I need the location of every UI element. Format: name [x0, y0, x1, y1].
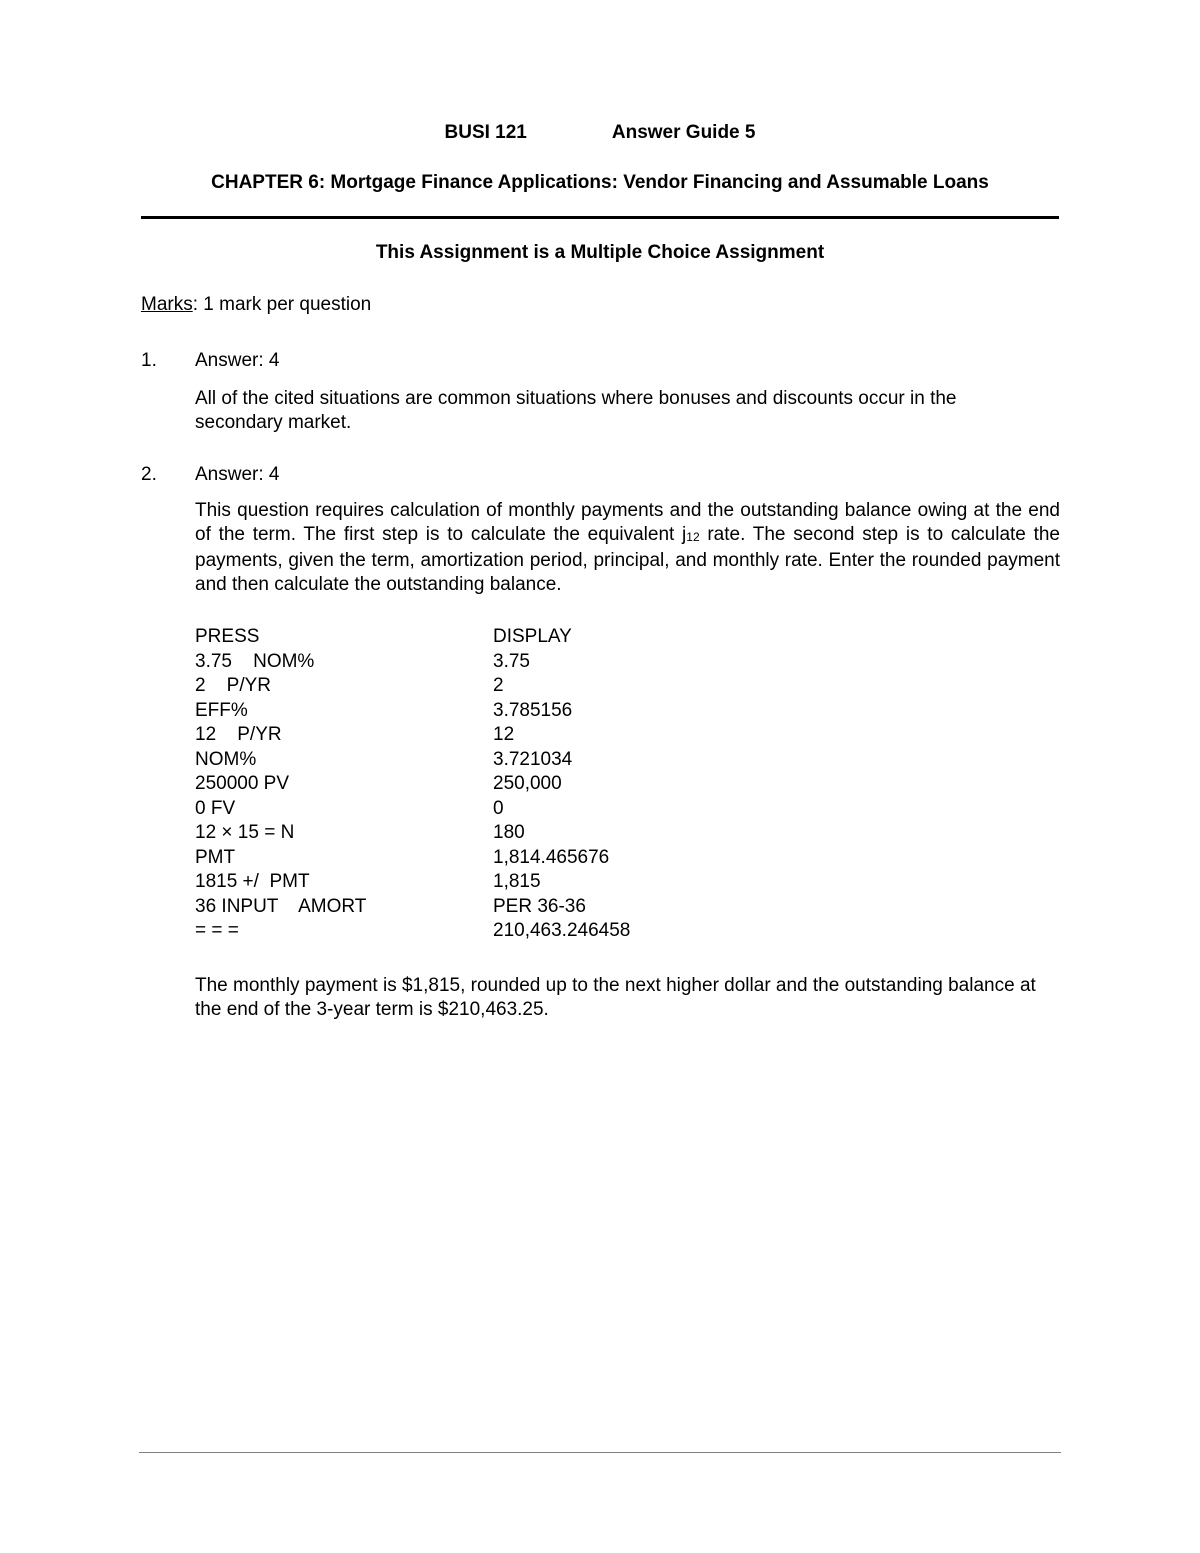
- question-2-number: 2.: [141, 464, 157, 485]
- display-cell: 3.785156: [493, 699, 573, 721]
- calculator-row: [195, 748, 630, 773]
- calculator-row: [195, 723, 630, 748]
- footer-divider: [139, 1452, 1061, 1453]
- display-cell: 12: [493, 724, 515, 745]
- question-2-answer: Answer: 4: [195, 464, 280, 485]
- header-divider: [141, 216, 1059, 219]
- display-cell: 1,814.465676: [493, 846, 610, 868]
- marks-label: Marks: [141, 294, 193, 315]
- question-1-answer: Answer: 4: [195, 350, 280, 371]
- calculator-row: [195, 919, 630, 944]
- calculator-table: [195, 625, 630, 944]
- calculator-row: [195, 772, 630, 797]
- press-cell: 3.75 NOM%: [195, 650, 315, 672]
- display-cell: 0: [493, 797, 504, 819]
- explanation-text-2: rate. The second step is to calculate the payments, given the term, amortization period, principal, and monthly rate. Enter the rounded payment and then calculate the outstanding balance.: [195, 524, 1060, 595]
- press-cell: 12 × 15 = N: [195, 822, 295, 843]
- display-cell: 1,815: [493, 871, 541, 892]
- marks-text: : 1 mark per question: [192, 294, 372, 315]
- calculator-row: [195, 650, 630, 675]
- calculator-row: [195, 895, 630, 920]
- explanation-text-1: This question requires calculation of monthly payments and the outstanding balance owing at the end of the term. The first step is to calculate the equivalent j: [195, 500, 1060, 545]
- question-1-number: 1.: [141, 350, 157, 371]
- guide-title: Answer Guide 5: [611, 122, 756, 143]
- press-cell: NOM%: [195, 748, 257, 770]
- question-1-explanation: All of the cited situations are common situations where bonuses and discounts occur in the secondary market.: [195, 388, 957, 433]
- question-2-explanation: [195, 499, 1060, 597]
- calculator-row: [195, 797, 630, 822]
- display-cell: PER 36-36: [493, 895, 586, 917]
- press-cell: 12 P/YR: [195, 724, 282, 745]
- calculator-header-row: [195, 625, 630, 650]
- display-cell: 3.721034: [493, 748, 573, 770]
- calculator-row: [195, 846, 630, 871]
- press-cell: 2 P/YR: [195, 675, 272, 696]
- display-cell: 2: [493, 675, 504, 696]
- press-cell: 1815 +/ PMT: [195, 871, 310, 892]
- press-cell: 250000 PV: [195, 773, 290, 794]
- marks-line: [141, 293, 371, 317]
- display-cell: 250,000: [493, 773, 562, 794]
- calculator-row: [195, 699, 630, 724]
- question-2-conclusion: The monthly payment is $1,815, rounded up to the next higher dollar and the outstanding balance at the end of the 3-year term is $210,463.25.: [195, 975, 1036, 1020]
- display-cell: 3.75: [493, 650, 530, 672]
- display-header: DISPLAY: [493, 626, 572, 647]
- calculator-row: [195, 674, 630, 699]
- press-cell: 36 INPUT AMORT: [195, 895, 367, 917]
- press-cell: = = =: [195, 920, 239, 941]
- display-cell: 180: [493, 822, 525, 843]
- press-cell: 0 FV: [195, 797, 236, 819]
- press-header: PRESS: [195, 626, 260, 647]
- press-cell: PMT: [195, 846, 236, 868]
- calculator-row: [195, 821, 630, 846]
- chapter-title: CHAPTER 6: Mortgage Finance Applications: Vendor Financing and Assumable Loans: [211, 172, 989, 193]
- calculator-row: [195, 870, 630, 895]
- press-cell: EFF%: [195, 699, 248, 721]
- assignment-type: This Assignment is a Multiple Choice Assignment: [375, 242, 825, 263]
- j-subscript: 12: [686, 530, 700, 544]
- display-cell: 210,463.246458: [493, 920, 631, 941]
- course-code: BUSI 121: [444, 122, 527, 143]
- course-header: [0, 121, 1200, 145]
